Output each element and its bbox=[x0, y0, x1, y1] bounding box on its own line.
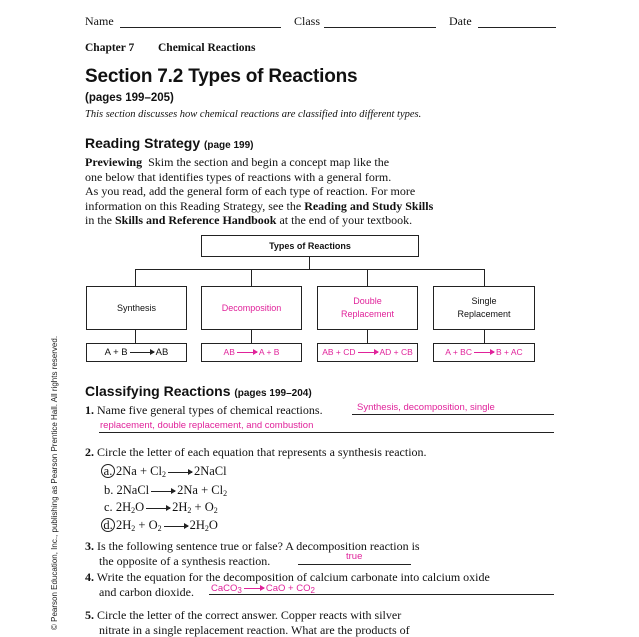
name-label: Name bbox=[85, 14, 114, 29]
arrow-icon bbox=[168, 472, 192, 473]
form-products: A + B bbox=[259, 346, 280, 359]
question-5 bbox=[85, 608, 410, 637]
classifying-title: Classifying Reactions bbox=[85, 383, 231, 399]
question-text: the opposite of a synthesis reaction. bbox=[85, 554, 420, 569]
type-label: Replacement bbox=[341, 308, 394, 321]
form-box-single-replacement bbox=[433, 343, 535, 362]
chapter-number: Chapter 7 bbox=[85, 42, 134, 54]
instruction-line: one below that identifies types of reactions with a general form. bbox=[85, 170, 555, 185]
reading-strategy-title: Reading Strategy bbox=[85, 135, 200, 151]
connector bbox=[135, 269, 484, 270]
option-letter: c. bbox=[104, 500, 113, 514]
form-products: B + AC bbox=[496, 346, 523, 359]
section-title: Section 7.2 Types of Reactions bbox=[85, 66, 357, 88]
form-reactants: AB bbox=[224, 346, 235, 359]
class-label: Class bbox=[294, 14, 320, 29]
handbook-ref: Skills and Reference Handbook bbox=[115, 213, 276, 227]
type-label: Single bbox=[471, 295, 496, 308]
question-1 bbox=[85, 403, 323, 418]
connector bbox=[367, 269, 368, 286]
question-text: Circle the letter of each equation that represents a synthesis reaction. bbox=[97, 445, 427, 459]
arrow-icon bbox=[474, 352, 494, 353]
question-number: 1. bbox=[85, 403, 94, 417]
section-subtitle: This section discusses how chemical reactions are classified into different types. bbox=[85, 109, 421, 120]
question-text: and carbon dioxide. bbox=[85, 585, 490, 600]
question-text: Circle the letter of the correct answer. Copper reacts with silver bbox=[97, 608, 401, 622]
chapter-title: Chemical Reactions bbox=[158, 42, 255, 54]
option-c[interactable]: c. $2H_2O$ $2H_2 + O_2$ bbox=[104, 500, 218, 515]
type-box-single-replacement bbox=[433, 286, 535, 330]
answer-q1-part2: replacement, double replacement, and combustion bbox=[100, 420, 313, 431]
connector bbox=[484, 330, 485, 343]
instruction-line: Skim the section and begin a concept map like the bbox=[148, 155, 389, 169]
question-2 bbox=[85, 445, 427, 460]
connector bbox=[135, 330, 136, 343]
answer-q3: true bbox=[346, 551, 362, 562]
form-reactants: AB + CD bbox=[322, 346, 355, 359]
previewing-label: Previewing bbox=[85, 155, 142, 169]
arrow-icon bbox=[358, 352, 378, 353]
type-box-decomposition: Decomposition bbox=[201, 286, 302, 330]
arrow-icon bbox=[151, 491, 175, 492]
date-label: Date bbox=[449, 14, 472, 29]
connector bbox=[484, 269, 485, 286]
type-box-synthesis: Synthesis bbox=[86, 286, 187, 330]
name-field[interactable] bbox=[120, 27, 281, 28]
answer-line[interactable] bbox=[99, 432, 554, 433]
arrow-icon bbox=[130, 352, 154, 353]
reading-strategy-instructions bbox=[85, 155, 555, 228]
connector bbox=[367, 330, 368, 343]
study-skills-ref: Reading and Study Skills bbox=[304, 199, 433, 213]
section-pages: (pages 199–205) bbox=[85, 92, 174, 104]
arrow-icon bbox=[237, 352, 257, 353]
form-reactants: A + B bbox=[105, 346, 128, 359]
classifying-heading bbox=[85, 383, 312, 399]
answer-q4: CaCO$_3$ CaO + $CO_2$ bbox=[211, 583, 315, 594]
type-label: Replacement bbox=[457, 308, 510, 321]
option-letter-circled: d. bbox=[101, 518, 115, 532]
option-d[interactable]: d. $2H_2 + O_2$ $2H_2O$ bbox=[101, 518, 218, 533]
question-number: 3. bbox=[85, 539, 94, 553]
answer-line[interactable] bbox=[352, 414, 554, 415]
form-products: AD + CB bbox=[380, 346, 413, 359]
instruction-line: at the end of your textbook. bbox=[276, 213, 412, 227]
type-label: Double bbox=[353, 295, 382, 308]
concept-map-root: Types of Reactions bbox=[201, 235, 419, 257]
reading-strategy-pages: (page 199) bbox=[204, 140, 253, 151]
option-letter-circled: a. bbox=[101, 464, 115, 478]
question-number: 4. bbox=[85, 570, 94, 584]
form-box-decomposition bbox=[201, 343, 302, 362]
question-number: 2. bbox=[85, 445, 94, 459]
connector bbox=[251, 330, 252, 343]
type-box-double-replacement bbox=[317, 286, 418, 330]
option-a[interactable]: a. $2Na + Cl_2$ 2NaCl bbox=[101, 464, 227, 479]
question-text: Write the equation for the decomposition of calcium carbonate into calcium oxide bbox=[97, 570, 490, 584]
form-box-double-replacement bbox=[317, 343, 418, 362]
answer-line[interactable] bbox=[298, 564, 411, 565]
instruction-line: information on this Reading Strategy, see the bbox=[85, 199, 304, 213]
copyright-notice: © Pearson Education, Inc., publishing as Pearson Prentice Hall. All rights reserved. bbox=[50, 336, 59, 630]
instruction-line: As you read, add the general form of each type of reaction. For more bbox=[85, 184, 555, 199]
date-field[interactable] bbox=[478, 27, 556, 28]
connector bbox=[309, 257, 310, 269]
arrow-icon bbox=[164, 526, 188, 527]
question-text: Name five general types of chemical reactions. bbox=[97, 403, 323, 417]
connector bbox=[135, 269, 136, 286]
classifying-pages: (pages 199–204) bbox=[234, 388, 311, 399]
form-reactants: A + BC bbox=[445, 346, 472, 359]
question-text: nitrate in a single replacement reaction. What are the products of bbox=[85, 623, 410, 637]
form-products: AB bbox=[156, 346, 169, 359]
connector bbox=[251, 269, 252, 286]
option-letter: b. bbox=[104, 483, 113, 497]
option-b[interactable]: b. 2NaCl $2Na + Cl_2$ bbox=[104, 483, 227, 498]
answer-q1-part1: Synthesis, decomposition, single bbox=[357, 402, 495, 413]
answer-line[interactable] bbox=[209, 594, 554, 595]
arrow-icon bbox=[146, 508, 170, 509]
instruction-line: in the bbox=[85, 213, 115, 227]
class-field[interactable] bbox=[324, 27, 436, 28]
reading-strategy-heading bbox=[85, 135, 254, 151]
arrow-icon bbox=[244, 588, 264, 589]
form-box-synthesis bbox=[86, 343, 187, 362]
question-number: 5. bbox=[85, 608, 94, 622]
question-text: Is the following sentence true or false? A decomposition reaction is bbox=[97, 539, 420, 553]
